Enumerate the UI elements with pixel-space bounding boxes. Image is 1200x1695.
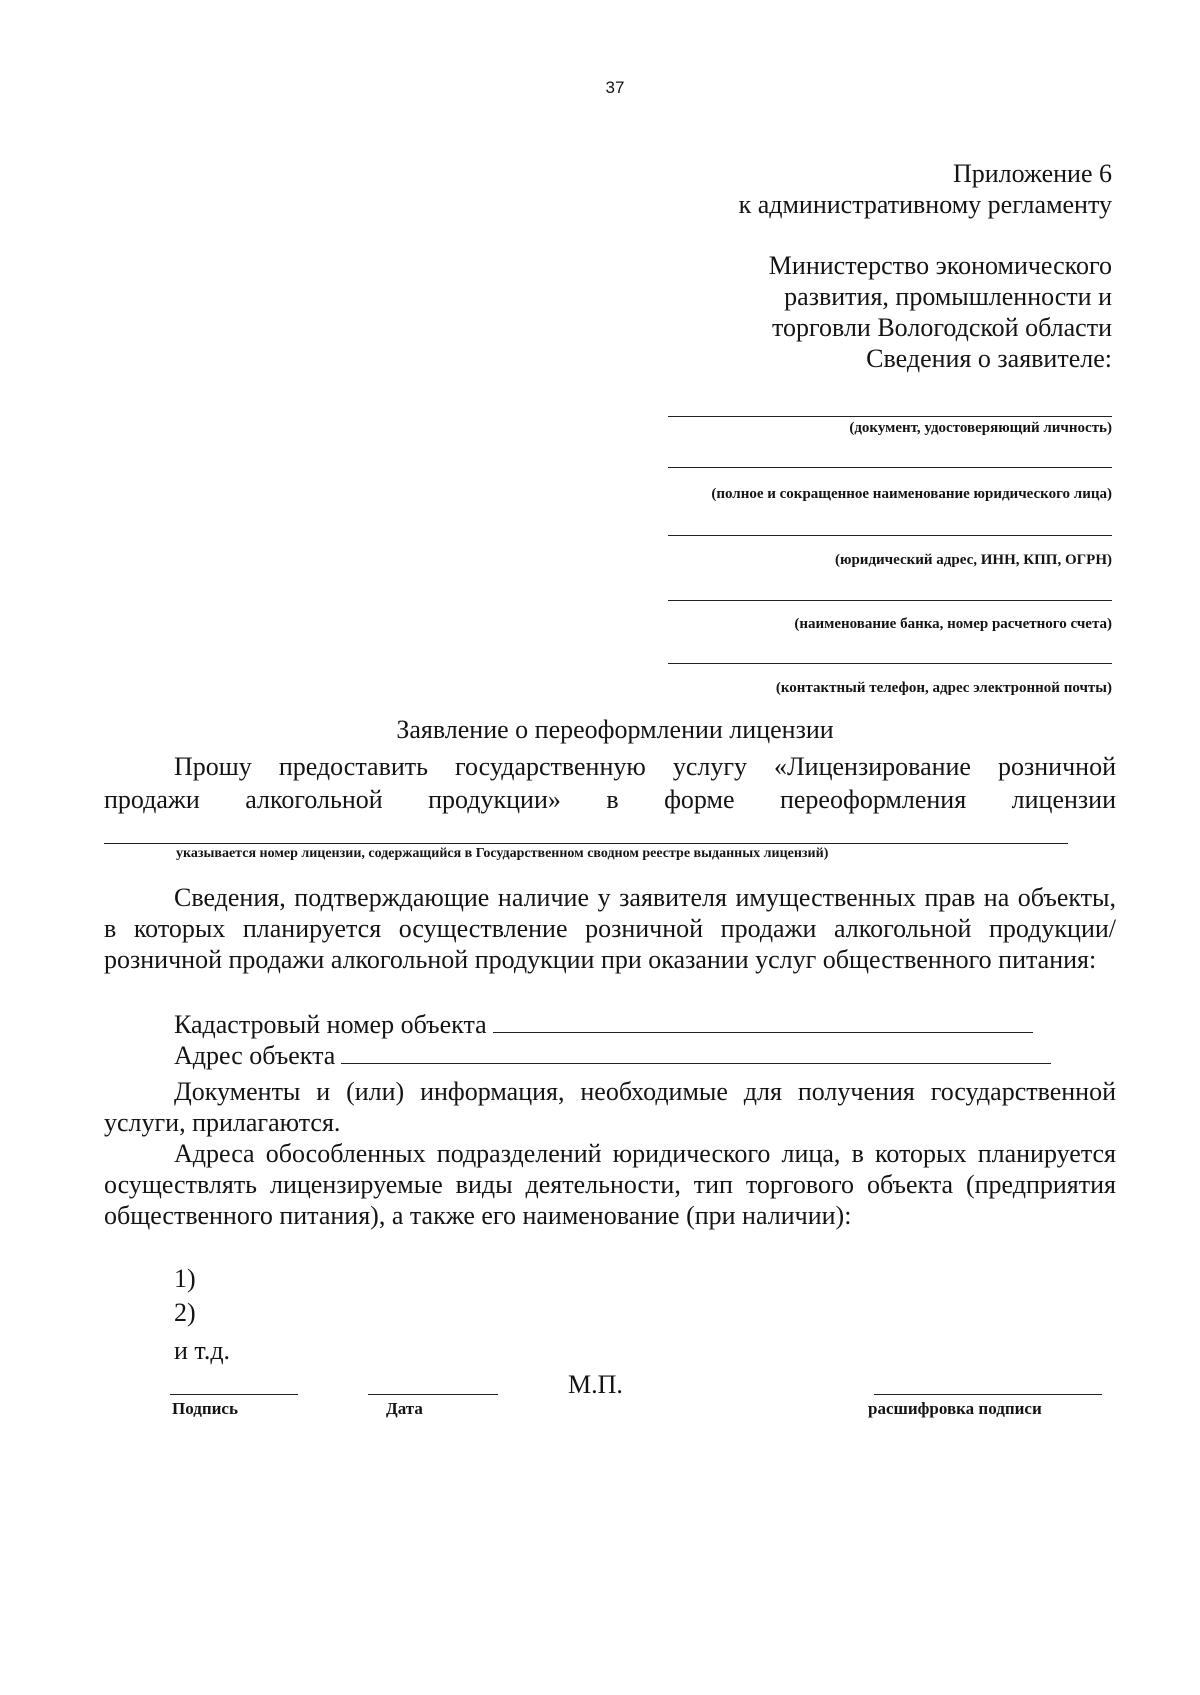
- cadastral-row: [174, 1010, 1033, 1040]
- page-number: 37: [605, 78, 625, 97]
- ministry-line: Министерство экономического: [768, 251, 1112, 280]
- object-address-field[interactable]: [341, 1041, 1051, 1064]
- cadastral-number-field[interactable]: [493, 1010, 1033, 1033]
- ministry-line: торговли Вологодской области: [771, 313, 1112, 342]
- documents-paragraph: Документы и (или) информация, необходимые для получения государственной услуги, прилагаются.: [104, 1077, 1116, 1137]
- legal-entity-name-caption: (полное и сокращенное наименование юридического лица): [711, 486, 1112, 502]
- request-line-2: продажи алкогольной продукции» в форме переоформления лицензии: [104, 785, 1116, 814]
- stamp-place: М.П.: [568, 1370, 623, 1399]
- list-item: и т.д.: [174, 1336, 231, 1365]
- applicant-document-line[interactable]: [668, 416, 1112, 417]
- legal-entity-name-line[interactable]: [668, 467, 1112, 468]
- list-item: 1): [174, 1264, 196, 1293]
- contacts-line[interactable]: [668, 663, 1112, 664]
- request-line-1: Прошу предоставить государственную услугу «Лицензирование розничной: [174, 752, 1116, 781]
- applicant-info-heading: Сведения о заявителе:: [866, 344, 1112, 373]
- appendix-subtitle: к административному регламенту: [738, 190, 1112, 219]
- property-rights-paragraph: Сведения, подтверждающие наличие у заявителя имущественных прав на объекты, в которых планируется осуществление розничной продажи алкогольной продукции/розничной продажи алкогольной продукции при оказании услуг общественного питания:: [104, 883, 1116, 974]
- branches-paragraph: Адреса обособленных подразделений юридического лица, в которых планируется осуществлять лицензируемые виды деятельности, тип торгового объекта (предприятия общественного питания), а также его наименование (при наличии):: [104, 1139, 1116, 1230]
- address-row: [174, 1041, 1051, 1071]
- contacts-caption: (контактный телефон, адрес электронной почты): [775, 680, 1112, 696]
- cadastral-label: Кадастровый номер объекта: [174, 1010, 487, 1039]
- signature-line[interactable]: [170, 1394, 298, 1395]
- license-number-hint: указывается номер лицензии, содержащийся в Государственном сводном реестре выданных лицензий): [176, 846, 829, 861]
- application-title: Заявление о переоформлении лицензии: [396, 715, 834, 744]
- bank-details-caption: (наименование банка, номер расчетного счета): [794, 616, 1112, 632]
- ministry-line: развития, промышленности и: [784, 282, 1112, 311]
- appendix-title: Приложение 6: [952, 159, 1112, 188]
- signature-caption: Подпись: [172, 1399, 238, 1418]
- signature-decoding-line[interactable]: [874, 1394, 1102, 1395]
- legal-address-line[interactable]: [668, 535, 1112, 536]
- address-label: Адрес объекта: [174, 1041, 336, 1070]
- bank-details-line[interactable]: [668, 600, 1112, 601]
- signature-decoding-caption: расшифровка подписи: [868, 1399, 1042, 1418]
- ministry-block: [769, 250, 1112, 374]
- legal-address-caption: (юридический адрес, ИНН, КПП, ОГРН): [835, 552, 1112, 568]
- date-line[interactable]: [368, 1394, 498, 1395]
- applicant-document-caption: (документ, удостоверяющий личность): [849, 420, 1112, 436]
- appendix-heading: [739, 158, 1112, 220]
- license-number-line[interactable]: [104, 843, 1068, 844]
- list-item: 2): [174, 1298, 196, 1327]
- date-caption: Дата: [386, 1399, 423, 1418]
